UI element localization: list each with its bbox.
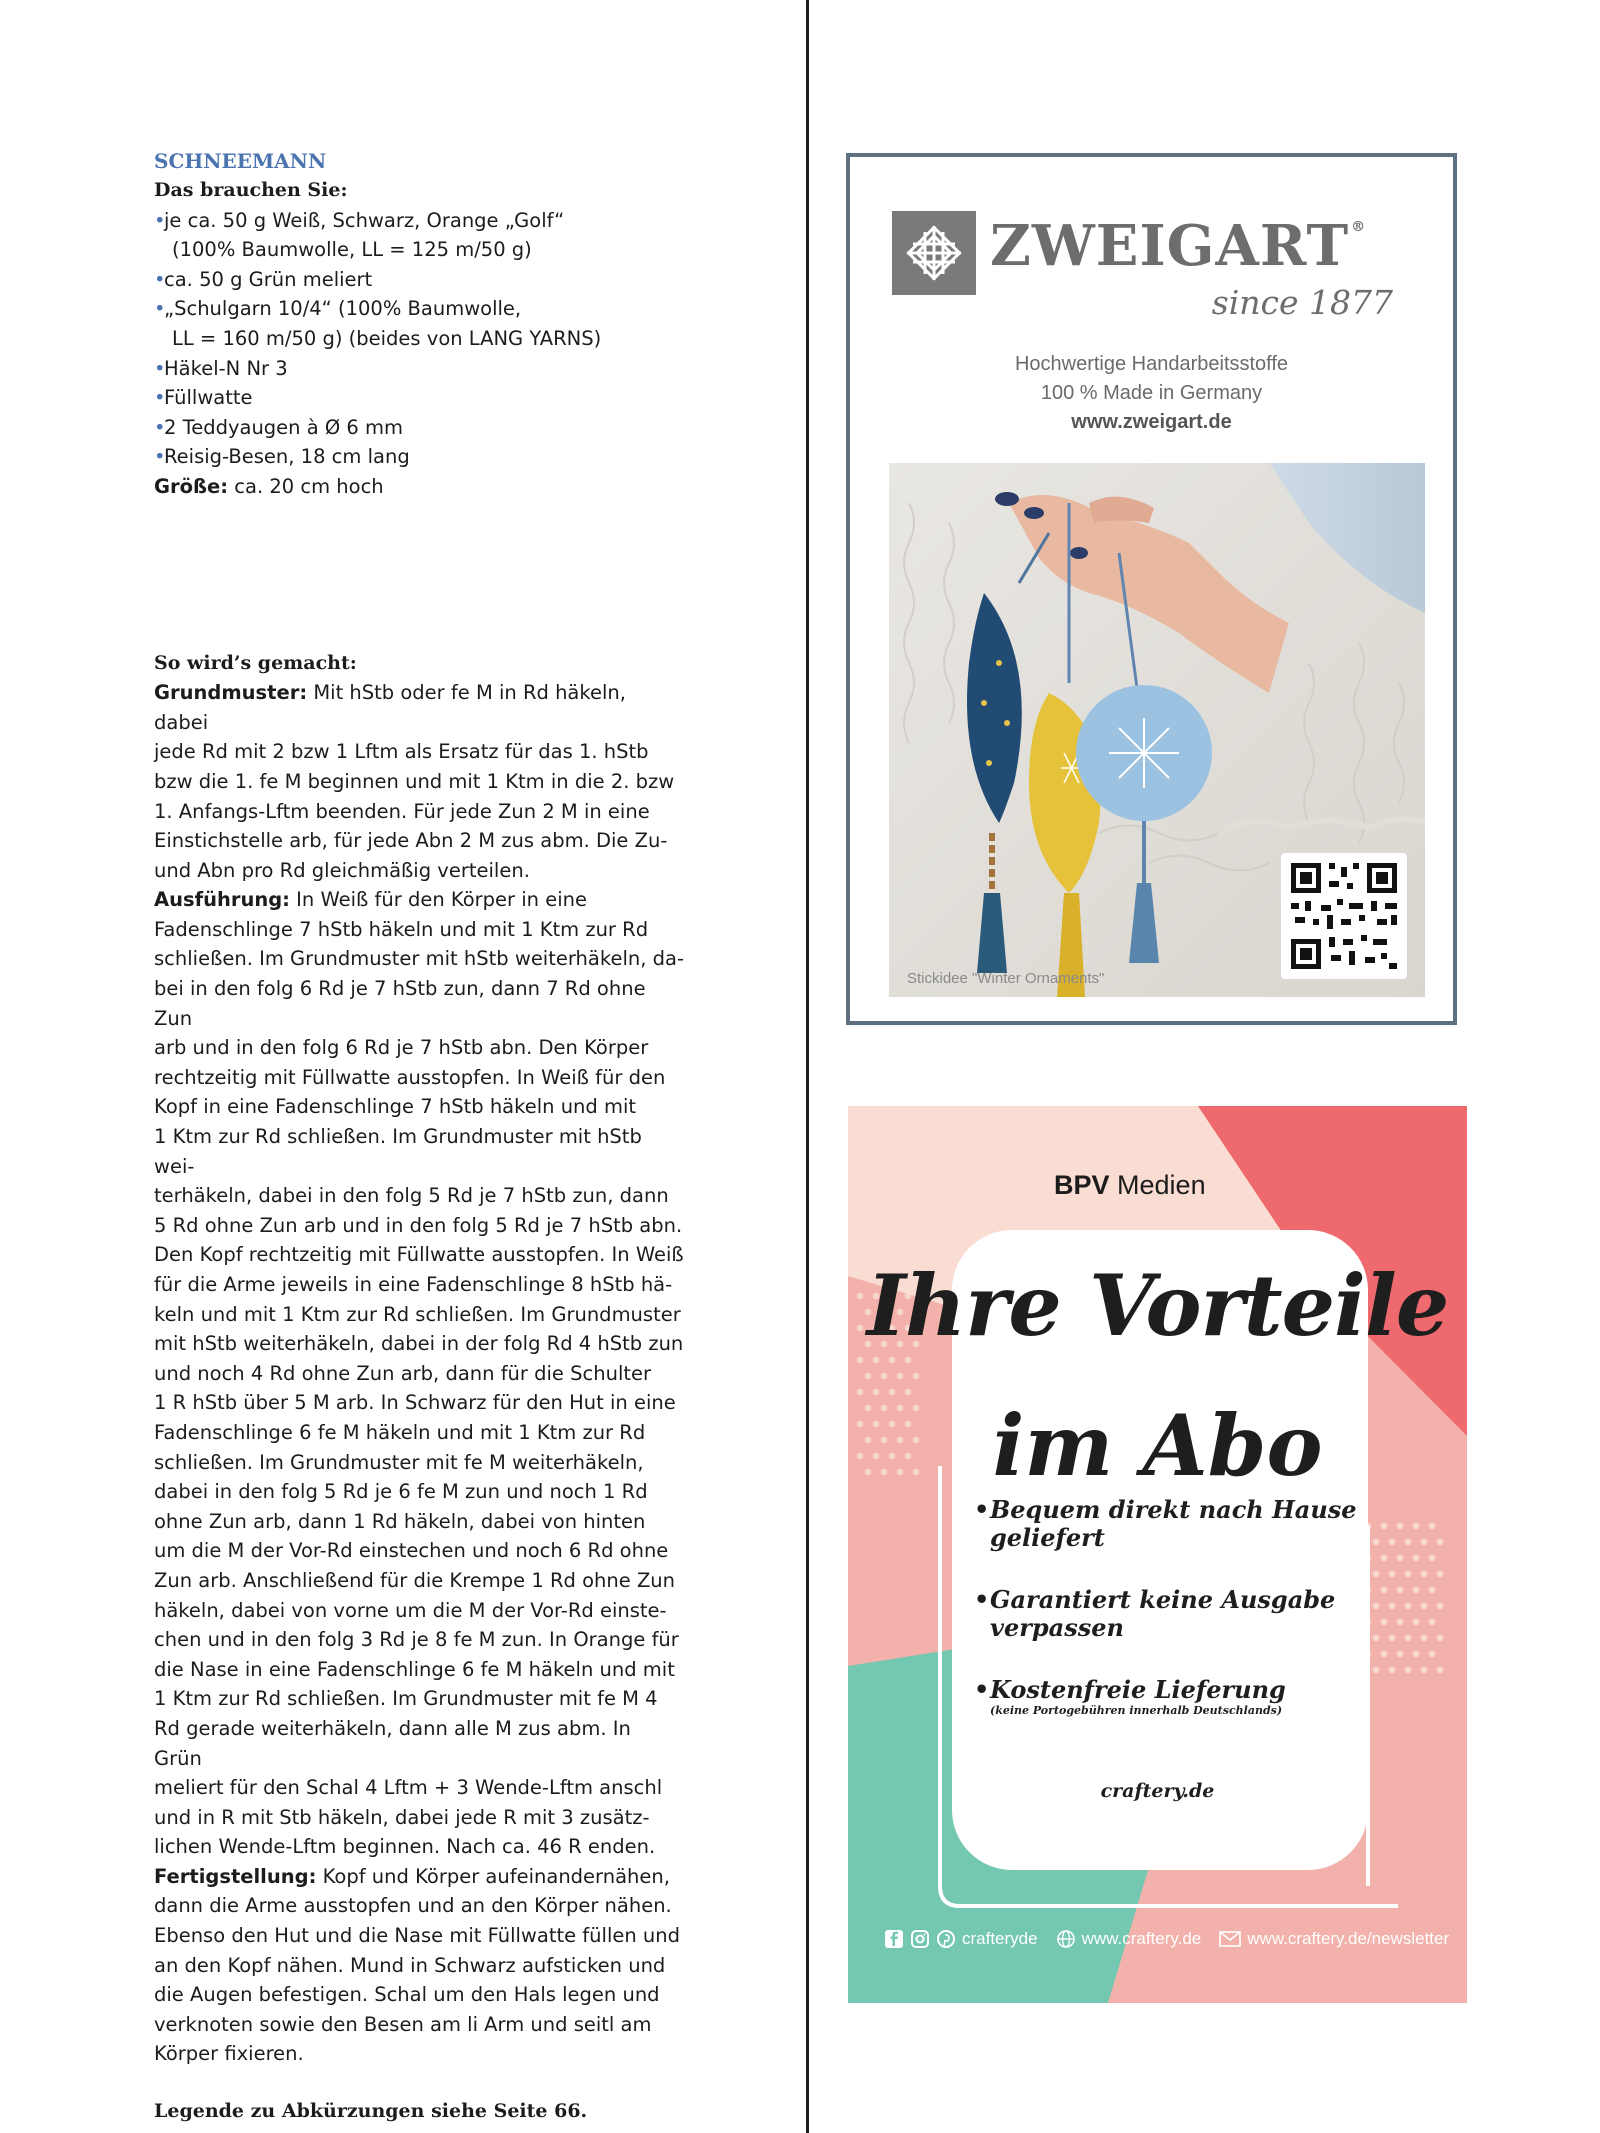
pinterest-icon[interactable] [936,1928,956,1950]
bpv-subscription-ad[interactable] [848,1106,1467,2003]
materials-heading: Das brauchen Sie: [154,179,348,201]
zweigart-brand: ZWEIGART ® [990,213,1367,279]
zweigart-tagline-2: 100 % Made in Germany [1040,382,1263,404]
column-divider [806,0,809,2133]
ad-headline-1: Ihre Vorteile [866,1256,1449,1355]
zweigart-logo-icon [892,211,976,295]
howto-heading: So wird’s gemacht: [154,651,357,674]
benefit-item: • Garantiert keine Ausgabe verpassen [974,1586,1374,1642]
facebook-icon[interactable] [884,1928,904,1950]
material-item: • Füllwatte [154,383,684,413]
ad-headline-2: im Abo [992,1396,1323,1495]
zweigart-ad[interactable] [846,153,1457,1025]
publisher-logo: BPV Medien [1054,1170,1206,1200]
material-item: • „Schulgarn 10/4“ (100% Baumwolle, LL = 160 m/50 g) (beides von LANG YARNS) [154,294,684,353]
abbreviation-legend-note: Legende zu Abkürzungen siehe Seite 66. [154,2100,588,2123]
size-line: Größe: ca. 20 cm hoch [154,474,384,498]
zweigart-since: since 1877 [1211,283,1393,322]
social-handle[interactable]: crafteryde [962,1929,1038,1948]
benefit-item: • Kostenfreie Lieferung (keine Portogebühren innerhalb Deutschlands) [974,1676,1374,1718]
craftery-site-link[interactable]: craftery.de [1100,1780,1215,1802]
web-link[interactable]: www.craftery.de [1081,1929,1202,1948]
mail-icon [1219,1928,1241,1950]
grundmuster-paragraph: Grundmuster: Mit hStb oder fe M in Rd häkeln, dabei jede Rd mit 2 bzw 1 Lftm als Ersatz für das 1. hStb bzw die 1. fe M beginnen und mit 1 Ktm in die 2. bzw 1. Anfangs-Lftm beenden. Für jede Zun 2 M in eine Einstichstelle arb, für jede Abn 2 M zus abm. Die Zu- und Abn pro Rd gleichmäßig verteilen. [154,681,675,882]
globe-icon [1056,1928,1076,1950]
material-item: • je ca. 50 g Weiß, Schwarz, Orange „Golf“ (100% Baumwolle, LL = 125 m/50 g) [154,206,684,265]
instagram-icon[interactable] [910,1928,930,1950]
pattern-instructions [154,146,684,2127]
benefits-list [974,1496,1374,1752]
material-item: • ca. 50 g Grün meliert [154,265,684,295]
pattern-title: SCHNEEMANN [154,149,327,173]
ad-footer [884,1928,1450,1950]
qr-code[interactable] [1281,853,1407,979]
benefit-item: • Bequem direkt nach Hause geliefert [974,1496,1374,1552]
material-item: • Reisig-Besen, 18 cm lang [154,442,684,472]
fertigstellung-paragraph: Fertigstellung: Kopf und Körper aufeinandernähen, dann die Arme ausstopfen und an den Körper nähen. Ebenso den Hut und die Nase mit Füllwatte füllen und an den Kopf nähen. Mund in Schwarz aufsticken und die Augen befestigen. Schal um den Hals legen und verknoten sowie den Besen am li Arm und seitl am Körper fixieren. [154,1864,681,2066]
material-item: • Häkel-N Nr 3 [154,354,684,384]
material-item: • 2 Teddyaugen à Ø 6 mm [154,413,684,443]
materials-list [154,206,684,472]
photo-caption: Stickidee "Winter Ornaments" [907,970,1105,987]
ausfuehrung-paragraph: Ausführung: In Weiß für den Körper in eine Fadenschlinge 7 hStb häkeln und mit 1 Ktm zur Rd schließen. Im Grundmuster mit hStb weiterhäkeln, da- bei in den folg 6 Rd je 7 hStb zun, dann 7 Rd ohne Zun arb und in den folg 6 Rd je 7 hStb abn. Den Körper rechtzeitig mit Füllwatte ausstopfen. In Weiß für den Kopf in eine Fadenschlinge 7 hStb häkeln und mit 1 Ktm zur Rd schließen. Im Grundmuster mit hStb wei- terhäkeln, dabei in den folg 5 Rd je 7 hStb zun, dann 5 Rd ohne Zun arb und in den folg 5 Rd je 7 hStb abn. Den Kopf rechtzeitig mit Füllwatte ausstopfen. In Weiß für die Arme jeweils in eine Fadenschlinge 8 hStb hä- keln und mit 1 Ktm zur Rd schließen. Im Grundmuster mit hStb weiterhäkeln, dabei in der folg Rd 4 hStb zun und noch 4 Rd ohne Zun arb, dann für die Schulter 1 R hStb über 5 M arb. In Schwarz für den Hut in eine Fadenschlinge 6 fe M häkeln und mit 1 Ktm zur Rd schließen. Im Grundmuster mit fe M weiterhäkeln, dabei in den folg 5 Rd je 6 fe M zun und noch 1 Rd ohne Zun arb, dann 1 Rd häkeln, dabei von hinten um die M der Vor-Rd einstechen und noch 6 Rd ohne Zun arb. Anschließend für die Krempe 1 Rd ohne Zun häkeln, dabei von vorne um die M der Vor-Rd einste- chen und in den folg 3 Rd je 8 fe M zun. In Orange für die Nase in eine Fadenschlinge 6 fe M häkeln und mit 1 Ktm zur Rd schließen. Im Grundmuster mit fe M 4 Rd gerade weiterhäkeln, dann alle M zus abm. In Grün meliert für den Schal 4 Lftm + 3 Wende-Lftm anschl und in R mit Stb häkeln, dabei jede R mit 3 zusätz- lichen Wende-Lftm beginnen. Nach ca. 46 R enden. [154,888,684,1859]
zweigart-tagline-1: Hochwertige Handarbeitsstoffe [1014,353,1289,375]
newsletter-link[interactable]: www.craftery.de/newsletter [1247,1929,1450,1948]
zweigart-url-link[interactable]: www.zweigart.de [1071,411,1232,433]
ornaments-photo [889,463,1425,997]
